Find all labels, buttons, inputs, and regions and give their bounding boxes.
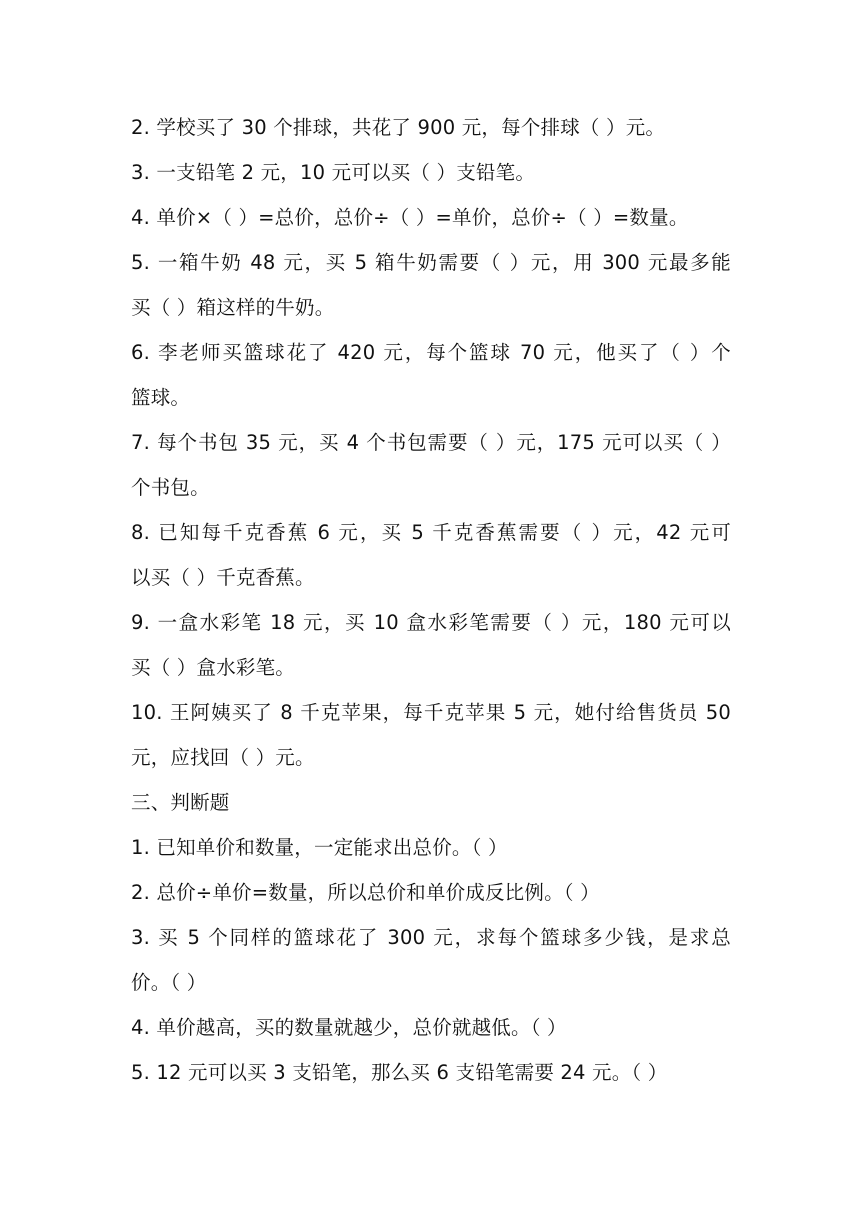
judgement-3-line-1: 3. 买 5 个同样的篮球花了 300 元，求每个篮球多少钱，是求总 <box>131 926 731 949</box>
document-body <box>131 105 731 1095</box>
judgement-1-line: 1. 已知单价和数量，一定能求出总价。（ ） <box>131 836 508 859</box>
question-7-line-2: 个书包。 <box>131 476 210 499</box>
judgement-4-line: 4. 单价越高，买的数量就越少，总价就越低。（ ） <box>131 1016 567 1039</box>
judgement-3-line-2: 价。（ ） <box>131 971 207 994</box>
section-heading-judgement: 三、判断题 <box>131 791 230 814</box>
question-8-line-1: 8. 已知每千克香蕉 6 元，买 5 千克香蕉需要（ ）元，42 元可 <box>131 521 731 544</box>
question-9-line-2: 买（ ）盒水彩笔。 <box>131 656 295 679</box>
question-7-line-1: 7. 每个书包 35 元，买 4 个书包需要（ ）元，175 元可以买（ ） <box>131 431 731 454</box>
judgement-5-line: 5. 12 元可以买 3 支铅笔，那么买 6 支铅笔需要 24 元。（ ） <box>131 1061 668 1084</box>
judgement-2-line: 2. 总价÷单价=数量，所以总价和单价成反比例。（ ） <box>131 881 600 904</box>
question-3-line: 3. 一支铅笔 2 元，10 元可以买（ ）支铅笔。 <box>131 161 536 184</box>
question-6-line-1: 6. 李老师买篮球花了 420 元，每个篮球 70 元，他买了（ ）个 <box>131 341 731 364</box>
question-5-line-1: 5. 一箱牛奶 48 元，买 5 箱牛奶需要（ ）元，用 300 元最多能 <box>131 251 731 274</box>
question-9-line-1: 9. 一盒水彩笔 18 元，买 10 盒水彩笔需要（ ）元，180 元可以 <box>131 611 731 634</box>
question-8-line-2: 以买（ ）千克香蕉。 <box>131 566 315 589</box>
question-4-line: 4. 单价×（ ）=总价，总价÷（ ）=单价，总价÷（ ）=数量。 <box>131 206 689 229</box>
question-10-line-2: 元，应找回（ ）元。 <box>131 746 315 769</box>
question-5-line-2: 买（ ）箱这样的牛奶。 <box>131 296 335 319</box>
question-2-line: 2. 学校买了 30 个排球，共花了 900 元，每个排球（ ）元。 <box>131 116 666 139</box>
question-10-line-1: 10. 王阿姨买了 8 千克苹果，每千克苹果 5 元，她付给售货员 50 <box>131 701 731 724</box>
question-6-line-2: 篮球。 <box>131 386 191 409</box>
